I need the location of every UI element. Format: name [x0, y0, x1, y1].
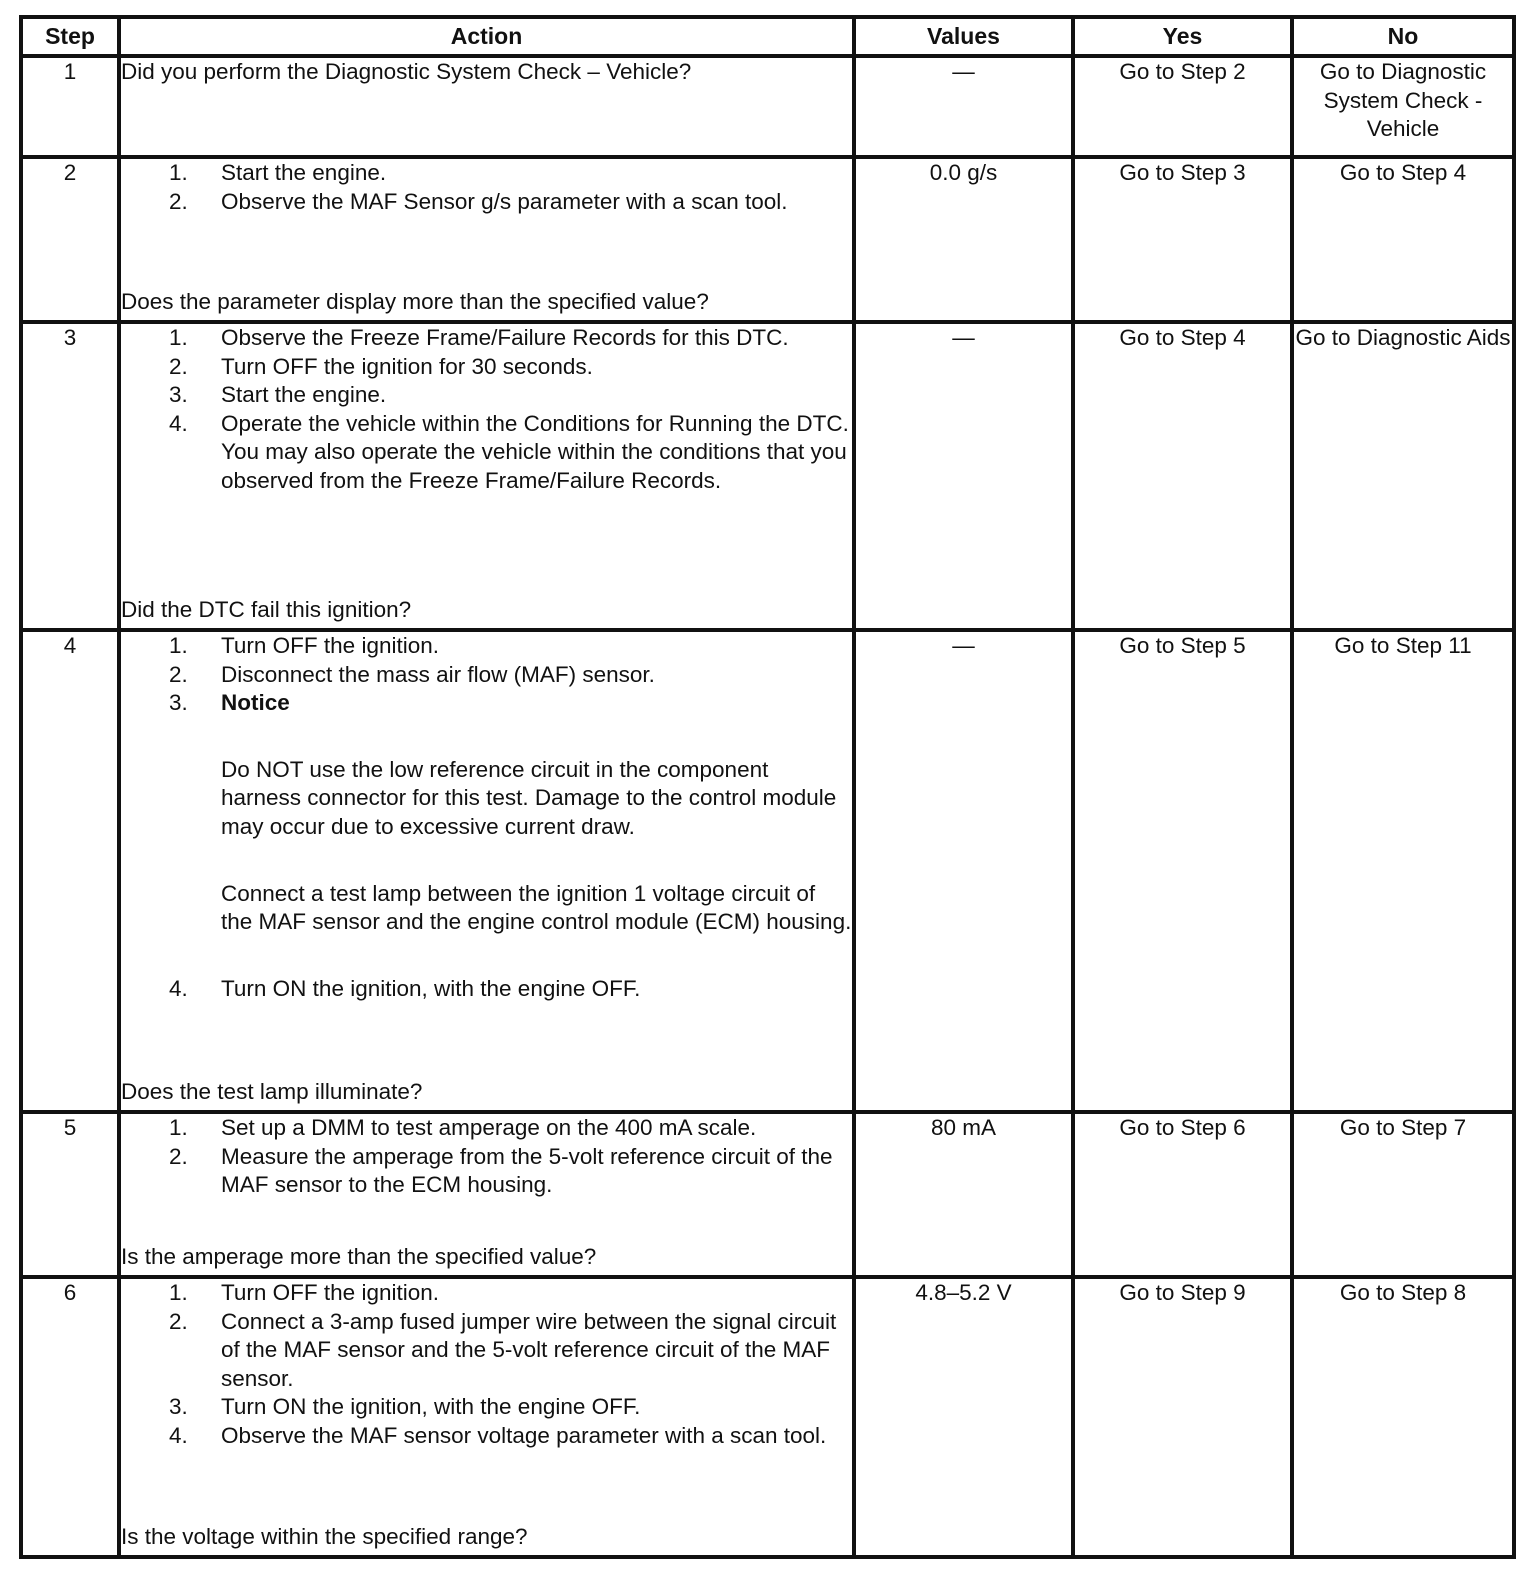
- action-steps: [121, 324, 852, 496]
- table-row: [21, 1112, 1514, 1277]
- list-item: 2. Disconnect the mass air flow (MAF) sensor.: [169, 661, 655, 687]
- action-question: Is the voltage within the specified range?: [121, 1524, 528, 1550]
- list-item: 1. Observe the Freeze Frame/Failure Records for this DTC.: [169, 325, 789, 350]
- value-cell: —: [854, 56, 1073, 157]
- list-item: 2. Observe the MAF Sensor g/s parameter with a scan tool.: [169, 188, 788, 214]
- action-steps: [121, 1114, 852, 1200]
- no-cell: Go to Diagnostic Aids: [1292, 322, 1514, 630]
- action-steps: [121, 1279, 852, 1451]
- no-cell: Go to Step 8: [1292, 1277, 1514, 1557]
- table-row: [21, 1277, 1514, 1557]
- step-number: 3: [21, 322, 119, 630]
- action-cell: [119, 322, 854, 630]
- no-cell: Go to Diagnostic System Check - Vehicle: [1292, 56, 1514, 157]
- action-question: Did the DTC fail this ignition?: [121, 597, 412, 623]
- list-item: 3. Turn ON the ignition, with the engine OFF.: [169, 1394, 641, 1420]
- value-cell: 80 mA: [854, 1112, 1073, 1277]
- step-number: 1: [21, 56, 119, 157]
- yes-cell: Go to Step 3: [1073, 157, 1292, 322]
- value-cell: 4.8–5.2 V: [854, 1277, 1073, 1557]
- table-row: [21, 157, 1514, 322]
- yes-cell: Go to Step 5: [1073, 630, 1292, 1112]
- diagnostic-table: [19, 15, 1516, 1559]
- step-number: 4: [21, 630, 119, 1112]
- table-row: [21, 630, 1514, 1112]
- header-yes: Yes: [1073, 17, 1292, 56]
- step-number: 6: [21, 1277, 119, 1557]
- notice-text: Do NOT use the low reference circuit in the component harness connector for this test. Damage to the control module may occur due to excessive current draw.: [221, 756, 837, 839]
- header-step: Step: [21, 17, 119, 56]
- no-cell: Go to Step 11: [1292, 630, 1514, 1112]
- list-item: 2. Turn OFF the ignition for 30 seconds.: [169, 353, 593, 379]
- action-question: Did you perform the Diagnostic System Check – Vehicle?: [121, 59, 692, 84]
- list-item: 4. Turn ON the ignition, with the engine OFF.: [169, 975, 641, 1001]
- action-question: Is the amperage more than the specified value?: [121, 1244, 597, 1270]
- table-row: [21, 322, 1514, 630]
- action-steps: [121, 632, 852, 718]
- header-row: [21, 17, 1514, 56]
- notice-block: [121, 756, 852, 937]
- action-question: Does the test lamp illuminate?: [121, 1079, 423, 1105]
- list-item: 2. Measure the amperage from the 5-volt reference circuit of the MAF sensor to the ECM housing.: [169, 1143, 833, 1198]
- list-item: 3. Start the engine.: [169, 382, 387, 408]
- list-item: 4. Observe the MAF sensor voltage parameter with a scan tool.: [169, 1422, 827, 1448]
- yes-cell: Go to Step 9: [1073, 1277, 1292, 1557]
- action-cell: [119, 157, 854, 322]
- action-question: Does the parameter display more than the specified value?: [121, 289, 709, 315]
- action-cell: [119, 1277, 854, 1557]
- list-item: 1. Set up a DMM to test amperage on the 400 mA scale.: [169, 1115, 757, 1140]
- no-cell: Go to Step 7: [1292, 1112, 1514, 1277]
- list-item: 2. Connect a 3-amp fused jumper wire between the signal circuit of the MAF sensor and the 5-volt reference circuit of the MAF sensor.: [169, 1308, 837, 1391]
- yes-cell: Go to Step 2: [1073, 56, 1292, 157]
- list-item: 4. Operate the vehicle within the Conditions for Running the DTC. You may also operate the vehicle within the conditions that you observed from the Freeze Frame/Failure Records.: [169, 410, 849, 493]
- notice-action: Connect a test lamp between the ignition 1 voltage circuit of the MAF sensor and the engine control module (ECM) housing.: [221, 880, 852, 935]
- header-no: No: [1292, 17, 1514, 56]
- value-cell: —: [854, 322, 1073, 630]
- step-number: 5: [21, 1112, 119, 1277]
- action-cell: [119, 1112, 854, 1277]
- action-steps: [121, 159, 852, 216]
- step-number: 2: [21, 157, 119, 322]
- notice-title: Notice: [221, 690, 290, 716]
- list-item: 3. Notice: [121, 689, 852, 718]
- action-cell: [119, 56, 854, 157]
- list-item: 1. Turn OFF the ignition.: [169, 1280, 440, 1305]
- action-steps: [121, 975, 852, 1004]
- action-cell: [119, 630, 854, 1112]
- list-item: 1. Turn OFF the ignition.: [169, 633, 440, 658]
- value-cell: 0.0 g/s: [854, 157, 1073, 322]
- table-row: [21, 56, 1514, 157]
- value-cell: —: [854, 630, 1073, 1112]
- header-values: Values: [854, 17, 1073, 56]
- list-item: 1. Start the engine.: [169, 160, 387, 185]
- no-cell: Go to Step 4: [1292, 157, 1514, 322]
- yes-cell: Go to Step 6: [1073, 1112, 1292, 1277]
- header-action: Action: [119, 17, 854, 56]
- yes-cell: Go to Step 4: [1073, 322, 1292, 630]
